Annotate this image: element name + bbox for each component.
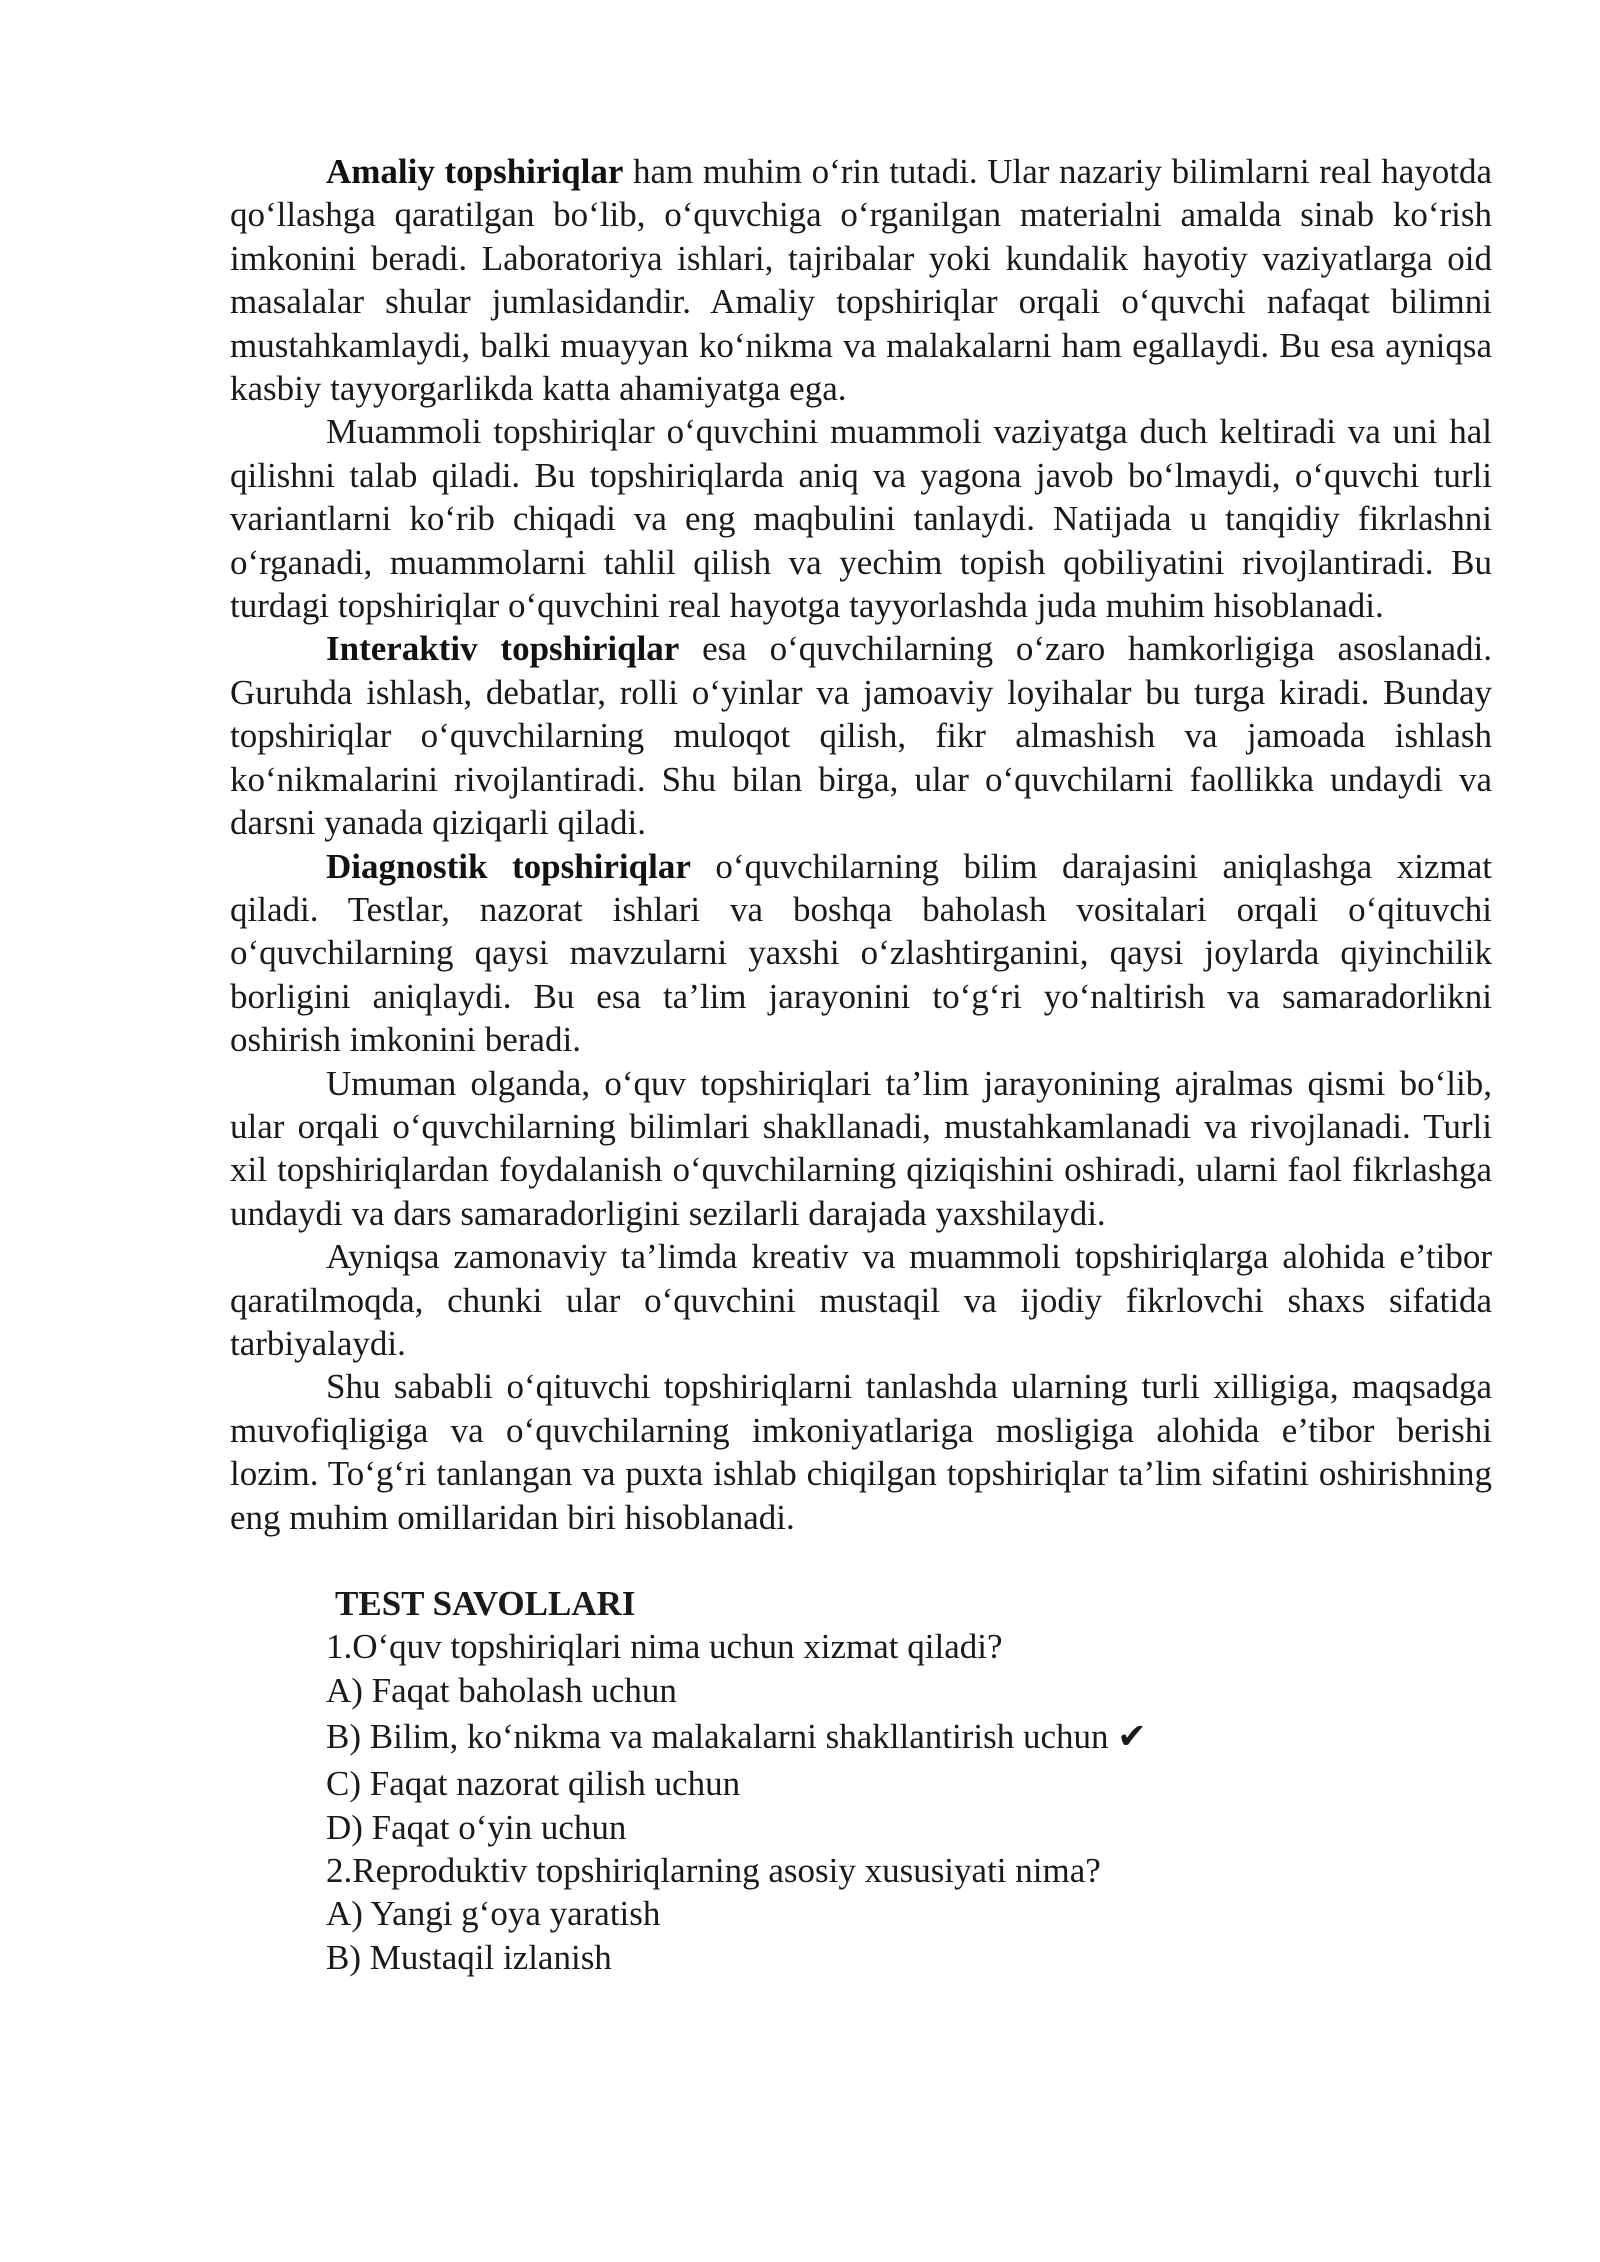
paragraph-shu-sababli [230,1365,1492,1539]
paragraph-text: ham muhim o‘rin tutadi. Ular nazariy bilimlarni real hayotda qo‘llashga qaratilgan bo‘lib, o‘quvchiga o‘rganilgan materialni amalda sinab ko‘rish imkonini beradi. Laboratoriya ishlari, tajribalar yoki kundalik hayotiy vaziyatlarga oid masalalar shular jumlasidandir. Amaliy topshiriqlar orqali o‘quvchi nafaqat bilimni mustahkamlaydi, balki muayyan ko‘nikma va malakalarni ham egallaydi. Bu esa ayniqsa kasbiy tayyorgarlikda katta ahamiyatga ega. [230,152,1493,409]
question-1: 1.O‘quv topshiriqlari nima uchun xizmat qiladi? [326,1627,1003,1667]
term-interaktiv: Interaktiv topshiriqlar [326,629,680,669]
paragraph-diagnostik [230,845,1492,1062]
paragraph-text: o‘quvchilarning bilim darajasini aniqlashga xizmat qiladi. Testlar, nazorat ishlari va boshqa baholash vositalari orqali o‘qituvchi o‘quvchilarning qaysi mavzularni yaxshi o‘zlashtirganini, qaysi joylarda qiyinchilik borligini aniqlaydi. Bu esa ta’lim jarayonini to‘g‘ri yo‘naltirish va samaradorlikni oshirish imkonini beradi. [230,846,1492,1060]
paragraph-text: Ayniqsa zamonaviy ta’limda kreativ va muammoli topshiriqlarga alohida e’tibor qaratilmoqda, chunki ular o‘quvchini mustaqil va ijodiy fikrlovchi shaxs sifatida tarbiyalaydi. [230,1237,1492,1363]
test-title: TEST SAVOLLARI [335,1584,636,1623]
question-2: 2.Reproduktiv topshiriqlarning asosiy xususiyati nima? [326,1851,1101,1891]
test-section [230,1582,1492,1979]
question-1-option-c: C) Faqat nazorat qilish uchun [326,1764,741,1804]
paragraph-muammoli [230,410,1492,627]
document-page [230,150,1492,1979]
question-1-option-a: A) Faqat baholash uchun [326,1670,677,1710]
question-2-option-b: B) Mustaqil izlanish [326,1937,612,1977]
paragraph-text: esa o‘quvchilarning o‘zaro hamkorligiga asoslanadi. Guruhda ishlash, debatlar, rolli o‘yinlar va jamoaviy loyihalar bu turga kiradi. Bunday topshiriqlar o‘quvchilarning muloqot qilish, fikr almashish va jamoada ishlash ko‘nikmalarini rivojlantiradi. Shu bilan birga, ular o‘quvchilarni faollikka undaydi va darsni yanada qiziqarli qiladi. [230,629,1492,843]
paragraph-umuman [230,1062,1492,1236]
question-1-option-b: B) Bilim, ko‘nikma va malakalarni shakllantirish uchun ✔ [326,1717,1147,1757]
question-2-option-a: A) Yangi g‘oya yaratish [326,1894,661,1934]
paragraph-text: Muammoli topshiriqlar o‘quvchini muammoli vaziyatga duch keltiradi va uni hal qilishni talab qiladi. Bu topshiriqlarda aniq va yagona javob bo‘lmaydi, o‘quvchi turli variantlarni ko‘rib chiqadi va eng maqbulini tanlaydi. Natijada u tanqidiy fikrlashni o‘rganadi, muammolarni tahlil qilish va yechim topish qobiliyatini rivojlantiradi. Bu turdagi topshiriqlar o‘quvchini real hayotga tayyorlashda juda muhim hisoblanadi. [230,412,1492,626]
term-diagnostik: Diagnostik topshiriqlar [326,846,691,886]
paragraph-interaktiv [230,627,1492,844]
paragraph-amaliy [230,150,1492,410]
paragraph-text: Shu sababli o‘qituvchi topshiriqlarni tanlashda ularning turli xilligiga, maqsadga muvofiqligiga va o‘quvchilarning imkoniyatlariga mosligiga alohida e’tibor berishi lozim. To‘g‘ri tanlangan va puxta ishlab chiqilgan topshiriqlar ta’lim sifatini oshirishning eng muhim omillaridan biri hisoblanadi. [230,1367,1492,1537]
paragraph-text: Umuman olganda, o‘quv topshiriqlari ta’lim jarayonining ajralmas qismi bo‘lib, ular orqali o‘quvchilarning bilimlari shakllanadi, mustahkamlanadi va rivojlanadi. Turli xil topshiriqlardan foydalanish o‘quvchilarning qiziqishini oshiradi, ularni faol fikrlashga undaydi va dars samaradorligini sezilarli darajada yaxshilaydi. [230,1063,1492,1233]
paragraph-ayniqsa [230,1235,1492,1365]
question-1-option-d: D) Faqat o‘yin uchun [326,1807,627,1847]
term-amaliy: Amaliy topshiriqlar [326,152,624,191]
